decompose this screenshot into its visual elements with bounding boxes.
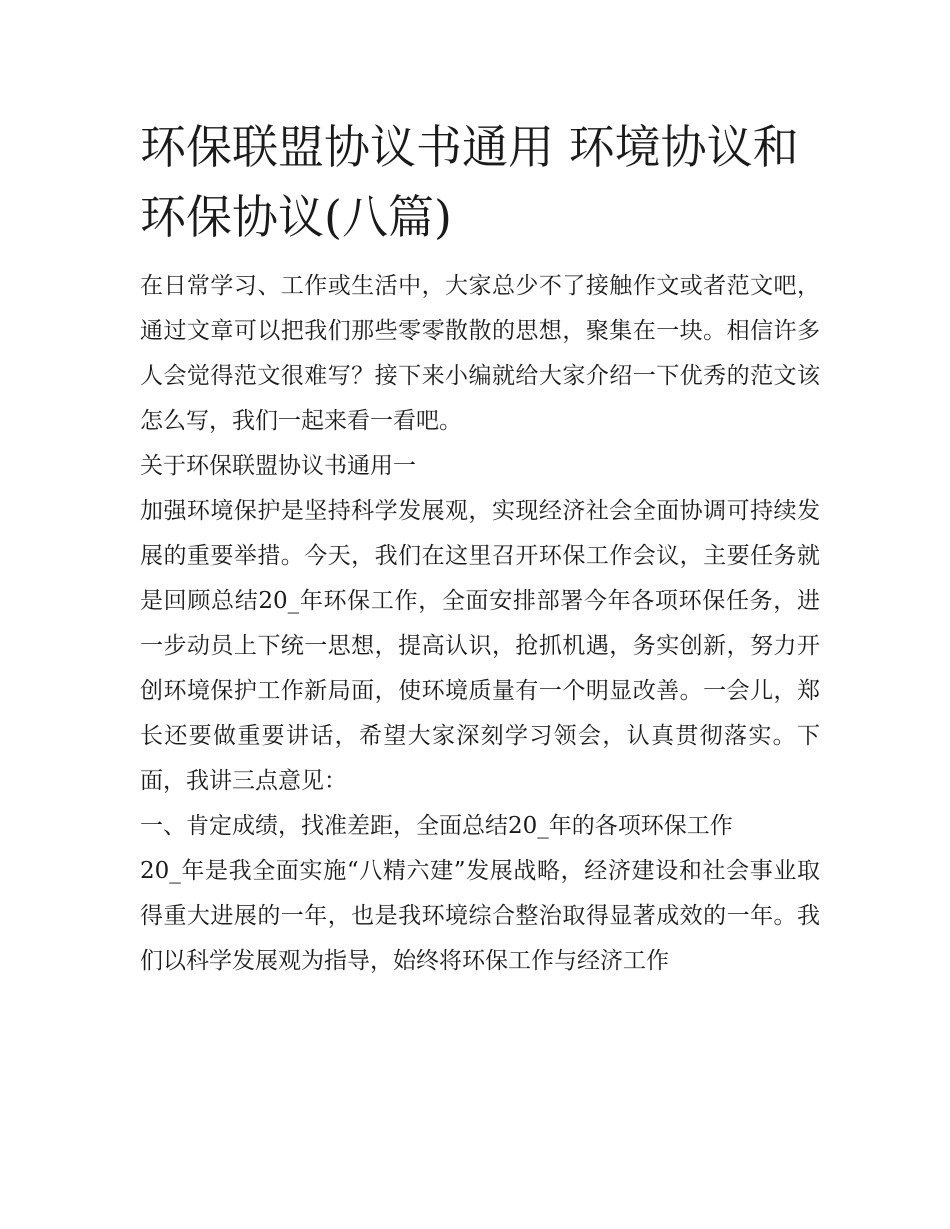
section-heading: 关于环保联盟协议书通用一 (140, 453, 416, 479)
body-paragraph: 加强环境保护是坚持科学发展观，实现经济社会全面协调可持续发展的重要举措。今天，我们在这里召开环保工作会议，主要任务就是回顾总结20_年环保工作，全面安排部署今年各项环保任务，进一步动员上下统一思想，提高认识，抢抓机遇，务实创新，努力开创环境保护工作新局面，使环境质量有一个明显改善。一会儿，郑长还要做重要讲话，希望大家深刻学习领会，认真贯彻落实。下面，我讲三点意见： (140, 498, 820, 794)
document-title: 环保联盟协议书通用 环境协议和环保协议(八篇) (140, 120, 799, 244)
body-paragraph: 20_年是我全面实施“八精六建”发展战略，经济建设和社会事业取得重大进展的一年，也是我环境综合整治取得显著成效的一年。我们以科学发展观为指导，始终将环保工作与经济工作 (140, 858, 820, 974)
document-body (140, 264, 820, 984)
document-page (140, 112, 820, 984)
subsection-heading: 一、肯定成绩，找准差距，全面总结20_年的各项环保工作 (140, 813, 733, 839)
intro-paragraph: 在日常学习、工作或生活中，大家总少不了接触作文或者范文吧，通过文章可以把我们那些零零散散的思想，聚集在一块。相信许多人会觉得范文很难写？接下来小编就给大家介绍一下优秀的范文该怎么写，我们一起来看一看吧。 (140, 273, 820, 434)
